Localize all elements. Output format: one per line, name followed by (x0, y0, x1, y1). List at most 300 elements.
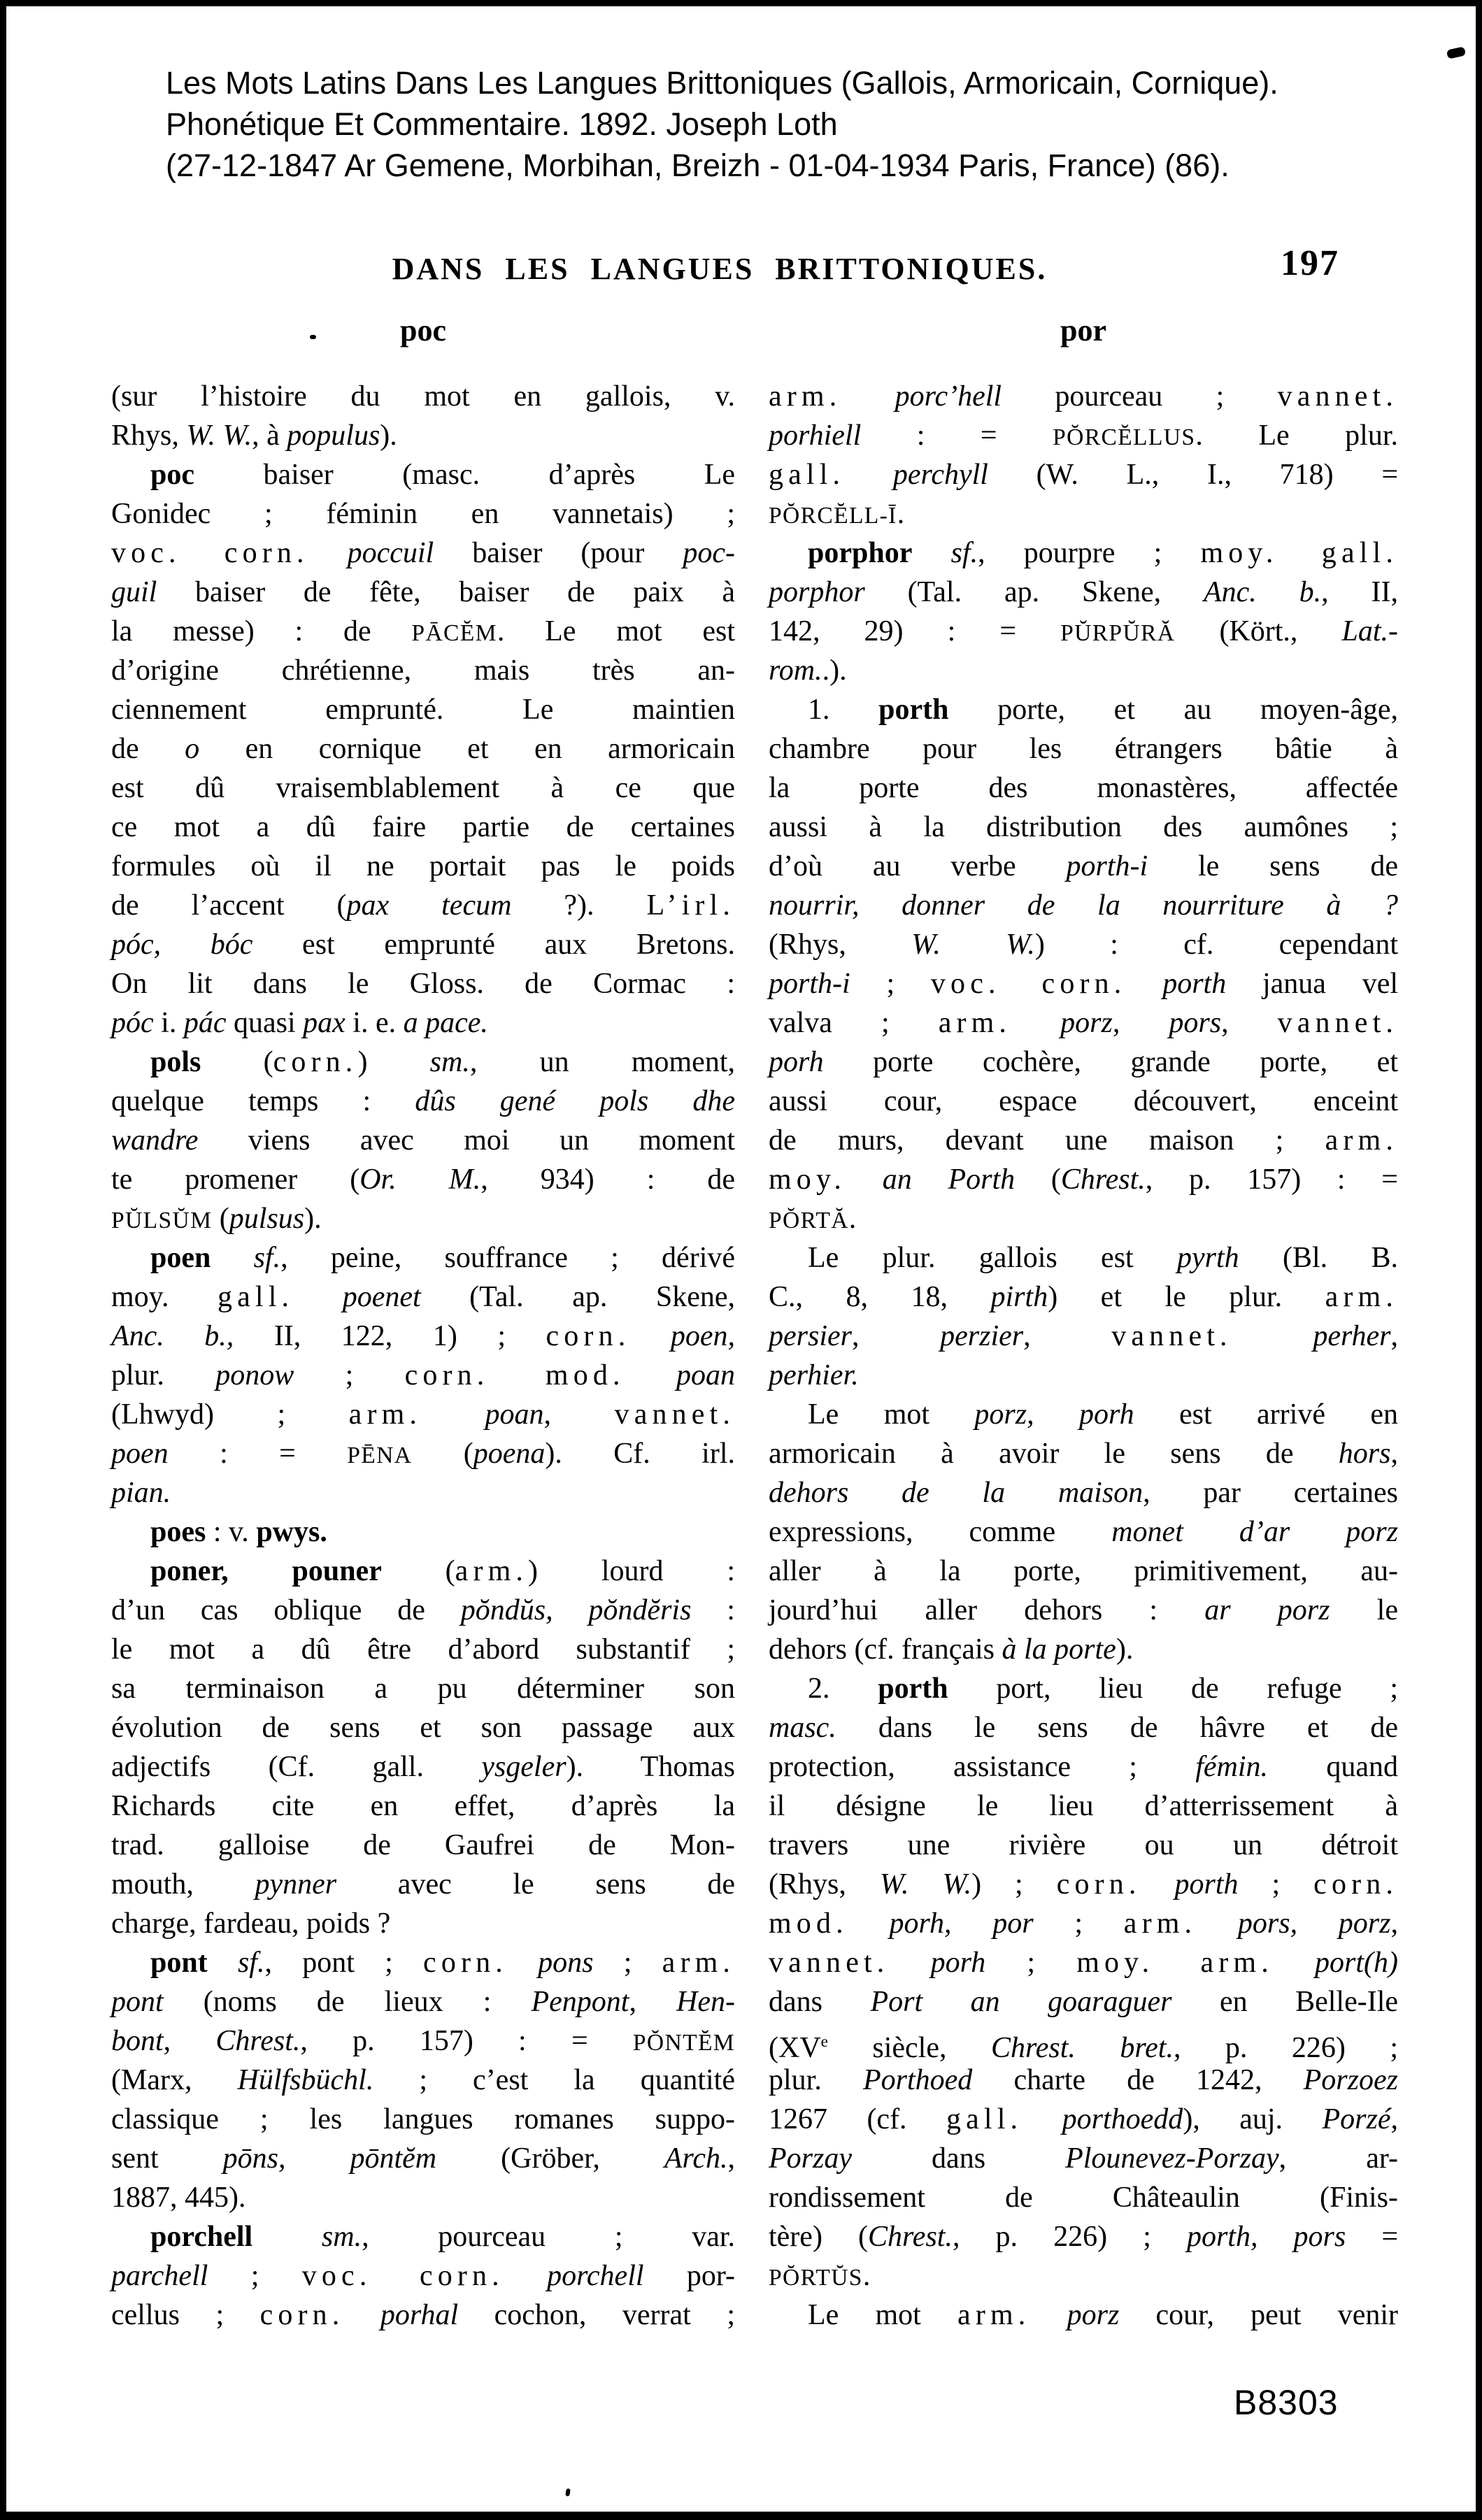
text-segment: , pourceau ; var. (362, 2221, 735, 2253)
text-segment: est emprunté aux Bretons. (252, 929, 735, 961)
text-segment (1274, 1947, 1315, 1979)
text-segment: le mot a dû être d’abord substantif ; (111, 1633, 735, 1666)
text-segment: .). (822, 654, 847, 687)
text-segment: , un moment, (469, 1046, 735, 1078)
text-segment (294, 1281, 343, 1313)
text-line (111, 2296, 735, 2335)
text-segment: sa terminaison a pu déterminer son (111, 1673, 735, 1705)
text-line (769, 690, 1398, 729)
text-segment-sp: vannet. (1277, 380, 1398, 413)
text-segment: ( (212, 1203, 229, 1235)
text-segment-sp: arm. (662, 1947, 736, 1979)
text-segment-sc: PĀCĔM (411, 620, 497, 646)
text-segment-sp: corn. (423, 1947, 508, 1979)
text-line (769, 1708, 1398, 1747)
text-segment: Le mot (808, 2299, 958, 2331)
text-segment-i: porth, pors (1186, 2221, 1346, 2253)
text-segment-sp: arm. (1325, 1124, 1398, 1157)
text-line (111, 1238, 735, 1277)
text-segment-i: Arch. (664, 2142, 728, 2175)
text-segment-i: hors (1338, 1438, 1391, 1470)
text-segment (848, 1907, 890, 1940)
text-segment: jourd’hui aller dehors : (769, 1594, 1205, 1626)
text-line (111, 808, 735, 847)
text-segment: 1267 (cf. (769, 2103, 947, 2135)
text-segment: ( (412, 1438, 473, 1470)
text-line (111, 1434, 735, 1473)
text-segment: protection, assistance ; (769, 1751, 1196, 1783)
text-line (111, 1395, 735, 1434)
text-segment-i: porhal (380, 2299, 459, 2331)
text-line (111, 1865, 735, 1904)
text-segment-sc: PŎRTŬS (769, 2265, 863, 2291)
text-segment: port, lieu de refuge ; (948, 1673, 1399, 1705)
scan-speck-top-right (1446, 46, 1466, 59)
text-segment: ( (381, 1555, 455, 1587)
text-segment: baiser (pour (434, 537, 683, 569)
text-segment: ; c’est la quantité (373, 2064, 735, 2096)
text-segment (889, 1947, 930, 1979)
text-segment: , (1390, 1320, 1399, 1352)
text-segment-sp: arm. (348, 1398, 422, 1431)
text-segment-i: Chrest. (215, 2025, 301, 2057)
text-segment: . (897, 498, 905, 530)
text-line (111, 964, 735, 1003)
text-line (769, 1865, 1398, 1904)
text-segment: C., 8, 18, (769, 1281, 991, 1313)
text-line (111, 612, 735, 651)
text-segment (344, 2299, 380, 2331)
text-segment: ), auj. (1183, 2103, 1323, 2135)
text-line (769, 2139, 1398, 2178)
text-segment: cochon, verrat ; (458, 2299, 735, 2331)
text-line (111, 573, 735, 612)
text-segment-i: Plounevez-Porzay (1065, 2142, 1279, 2175)
text-segment-i: porz, porh (974, 1398, 1134, 1431)
text-segment (211, 1242, 253, 1274)
text-segment: d’un cas oblique de (111, 1594, 461, 1626)
text-segment-i: pax (303, 1007, 345, 1039)
text-segment: le sens de (1148, 850, 1398, 882)
scan-header-line-1: Les Mots Latins Dans Les Langues Brittoniques (Gallois, Armoricain, Cornique). (166, 65, 1278, 101)
text-segment: aller à la porte, primitivement, au- (769, 1555, 1398, 1587)
text-line (111, 1708, 735, 1747)
text-segment-sp: vannet. (1111, 1320, 1232, 1352)
text-segment: (Bl. B. (1239, 1242, 1398, 1274)
text-line (111, 1669, 735, 1708)
text-segment: aussi à la distribution des aumônes ; (769, 811, 1398, 843)
text-segment-i: poan (676, 1359, 736, 1391)
scan-speck-bottom (565, 2489, 571, 2497)
text-segment-b: porth (878, 1673, 948, 1705)
text-line (111, 455, 735, 494)
text-line (769, 2296, 1398, 2335)
text-segment: expressions, comme (769, 1516, 1112, 1548)
text-segment-sp: voc. corn. (111, 537, 309, 569)
text-segment-i: pian. (111, 1477, 171, 1509)
text-segment-sp: arm. (455, 1555, 529, 1587)
text-segment: (noms de lieux : (163, 1986, 532, 2018)
text-line (769, 1277, 1398, 1317)
text-segment-sp: arm. (938, 1007, 1012, 1039)
right-column (769, 377, 1398, 2335)
text-segment: siècle, (827, 2032, 991, 2064)
text-segment (625, 1359, 676, 1391)
text-segment-sp: corn. (546, 1320, 631, 1352)
text-segment-i: sf. (253, 1242, 281, 1274)
text-line (111, 1356, 735, 1395)
text-segment-i: porth (1162, 968, 1227, 1000)
text-segment-i: persier (769, 1320, 852, 1352)
text-segment: ; (208, 2260, 302, 2292)
text-segment-i: dûs gené pols dhe (415, 1085, 735, 1117)
text-line (769, 1747, 1398, 1787)
text-line (769, 2061, 1398, 2100)
text-segment (845, 459, 893, 491)
page-number: 197 (1281, 243, 1339, 283)
text-line (111, 1630, 735, 1669)
text-segment-sp: moy. gall. (1200, 537, 1398, 569)
text-segment-i: pax tecum (346, 889, 512, 922)
text-line (769, 1121, 1398, 1160)
text-segment: . Le mot est (497, 615, 736, 647)
text-segment-sp: gall. (946, 2103, 1023, 2135)
text-segment: dans (769, 1986, 871, 2018)
text-segment-i: à la porte (1002, 1633, 1116, 1666)
text-segment-i: poccuil (347, 537, 434, 569)
text-line (111, 534, 735, 573)
text-segment-sc: PŬLSŬM (111, 1208, 213, 1233)
text-segment-i: rom. (769, 654, 822, 687)
text-line (769, 494, 1398, 534)
text-segment-i: sf. (237, 1947, 265, 1979)
text-line (769, 1043, 1398, 1082)
text-line (111, 2217, 735, 2256)
text-segment-sp: corn. mod. (404, 1359, 625, 1391)
text-segment: aussi cour, espace découvert, enceint (769, 1085, 1398, 1117)
text-segment-i: póc (111, 1007, 154, 1039)
text-segment: , (1390, 1907, 1398, 1940)
text-segment: (Tal. ap. Skene, (420, 1281, 735, 1313)
text-segment (508, 1947, 538, 1979)
text-segment: , p. 226) ; (952, 2221, 1187, 2253)
text-line (111, 925, 735, 964)
text-segment-i: pyrth (1177, 1242, 1239, 1274)
text-segment-i: pynner (255, 1868, 337, 1900)
text-line (769, 1591, 1398, 1630)
text-segment: ; (294, 1359, 405, 1391)
text-segment: ) (357, 1046, 430, 1078)
text-segment-i: nourrir, donner de la nourriture à ? (769, 889, 1398, 922)
text-segment: ; (1033, 1907, 1124, 1940)
text-line (111, 690, 735, 729)
footer-code: B8303 (1234, 2383, 1339, 2422)
text-segment: de (111, 733, 185, 765)
text-segment: ) : cf. cependant (1034, 929, 1398, 961)
text-segment: est dû vraisemblablement à ce que (111, 772, 735, 804)
text-segment-i: Penpont (531, 1986, 629, 2018)
text-segment-i: monet d’ar porz (1111, 1516, 1398, 1548)
text-line (769, 534, 1398, 573)
text-segment: valva ; (769, 1007, 939, 1039)
text-segment: charte de 1242, (972, 2064, 1304, 2096)
text-segment: , II, (1321, 576, 1398, 608)
text-segment: , (629, 1986, 677, 2018)
text-segment: (Marx, (111, 2064, 238, 2096)
text-segment-i: porhiell (769, 420, 862, 452)
text-segment-i: port(h) (1315, 1947, 1399, 1979)
text-line (769, 847, 1398, 886)
text-line (769, 1904, 1398, 1943)
text-segment: en Belle-Ile (1171, 1986, 1399, 2018)
text-segment: ) et le plur. (1048, 1281, 1325, 1313)
text-segment-i: Porzay (769, 2142, 852, 2175)
text-segment: quand (1268, 1751, 1398, 1783)
text-segment: plur. (769, 2064, 863, 2096)
text-segment: (Rhys, (769, 929, 912, 961)
text-line (769, 1434, 1398, 1473)
text-segment: il désigne le lieu d’atterrissement à (769, 1790, 1398, 1822)
text-line (111, 1552, 735, 1591)
text-line (769, 1395, 1398, 1434)
text-segment: , (1390, 2103, 1399, 2135)
text-segment-i: ysgeler (481, 1751, 567, 1783)
text-line (769, 964, 1398, 1003)
text-segment: Richards cite en effet, d’après la (111, 1790, 735, 1822)
text-segment-i: parchell (111, 2260, 208, 2292)
text-line (111, 1826, 735, 1865)
text-segment: , (1221, 1007, 1278, 1039)
text-segment-i: sf. (950, 537, 978, 569)
text-segment-i: guil (111, 576, 157, 608)
text-segment: d’origine chrétienne, mais très an- (111, 654, 735, 687)
text-segment-sp: arm. (1325, 1281, 1398, 1313)
text-segment-sp: L’irl. (646, 889, 735, 922)
text-segment: sent (111, 2142, 223, 2175)
text-segment: de l’accent ( (111, 889, 347, 922)
text-line (111, 494, 735, 534)
text-segment: mouth, (111, 1868, 255, 1900)
text-segment-i: a pace. (403, 1007, 488, 1039)
text-segment-i: pác (183, 1007, 227, 1039)
text-line (111, 1512, 735, 1552)
text-segment-i: W. W. (186, 420, 252, 452)
text-segment: te promener ( (111, 1164, 360, 1196)
text-segment: Le plur. gallois est (808, 1242, 1178, 1274)
text-segment-sc: PŎRCĔLLUS (1053, 424, 1196, 450)
text-segment (1141, 1868, 1175, 1900)
text-line (769, 1082, 1398, 1121)
text-segment-sp: gall. (769, 459, 846, 491)
text-line (111, 651, 735, 690)
text-line (769, 1512, 1398, 1552)
text-segment-i: porh (930, 1947, 986, 1979)
text-segment-i: pors, porz (1237, 1907, 1391, 1940)
text-segment: en cornique et en armoricain (199, 733, 735, 765)
text-line (769, 416, 1398, 455)
text-segment-b: poc (150, 459, 194, 491)
text-line (769, 1826, 1398, 1865)
text-segment-i: pŏndŭs, pŏndĕris (460, 1594, 692, 1626)
text-segment: plur. (111, 1359, 216, 1391)
text-segment-i: porc’hell (895, 380, 1002, 413)
text-line (769, 1003, 1398, 1043)
text-line (111, 1277, 735, 1317)
text-segment (846, 1164, 883, 1196)
text-line (111, 1317, 735, 1356)
text-segment: ). (304, 1203, 322, 1235)
text-line (769, 1982, 1398, 2021)
text-segment: II, 122, 1) ; (234, 1320, 546, 1352)
text-segment-sp: vannet. (1277, 1007, 1399, 1039)
text-segment: , par certaines (1143, 1477, 1398, 1509)
text-segment: porte cochère, grande porte, et (823, 1046, 1398, 1078)
text-segment: avec le sens de (336, 1868, 735, 1900)
text-segment (1030, 2299, 1067, 2331)
text-segment: ce mot a dû faire partie de certaines (111, 811, 735, 843)
text-line (111, 1904, 735, 1943)
text-segment: Gonidec ; féminin en vannetais) ; (111, 498, 735, 530)
text-segment: trad. galloise de Gaufrei de Mon- (111, 1829, 735, 1861)
text-line (111, 1787, 735, 1826)
text-segment: rondissement de Châteaulin (Finis- (769, 2182, 1398, 2214)
text-segment (309, 537, 348, 569)
text-segment-i: pont (111, 1986, 164, 2018)
text-segment-i: sm. (429, 1046, 470, 1078)
text-segment-i: porz (1067, 2299, 1120, 2331)
text-segment-sp: moy. arm. (1076, 1947, 1274, 1979)
text-line (769, 377, 1398, 416)
text-segment: ciennement emprunté. Le maintien (111, 694, 735, 726)
text-segment: ; (985, 1947, 1077, 1979)
text-segment-i: an Porth (882, 1164, 1016, 1196)
text-segment: Rhys, (111, 420, 187, 452)
text-segment-sp: corn. (1313, 1868, 1398, 1900)
text-segment-i: Anc. b. (1203, 576, 1322, 608)
text-line (769, 1552, 1398, 1591)
text-line (769, 808, 1398, 847)
text-segment: Le mot (808, 1398, 975, 1431)
text-segment-i: porthoedd (1062, 2103, 1183, 2135)
text-segment-i: porth-i (1066, 850, 1148, 882)
text-segment: . Le plur. (1195, 420, 1399, 452)
text-segment: i. (153, 1007, 184, 1039)
text-segment (1023, 2103, 1062, 2135)
text-segment (912, 537, 950, 569)
text-segment-b: porchell (150, 2221, 253, 2253)
text-segment: (sur l’histoire du mot en gallois, v. (111, 380, 735, 413)
text-segment (422, 1398, 485, 1431)
text-segment-sc: PĒNA (347, 1442, 413, 1468)
text-segment: ; (1238, 1868, 1314, 1900)
text-segment: ). (1116, 1633, 1134, 1666)
text-segment-i: poc- (683, 537, 736, 569)
text-segment: , ar- (1278, 2142, 1398, 2175)
text-line (111, 1121, 735, 1160)
text-segment: . (862, 2260, 871, 2292)
text-segment-b: pols (150, 1046, 201, 1078)
text-line (769, 1669, 1398, 1708)
text-segment: ; (850, 968, 931, 1000)
text-segment: , p. 226) ; (1173, 2032, 1398, 2064)
text-segment-b: pont (150, 1947, 208, 1979)
text-segment: (Gröber, (436, 2142, 664, 2175)
text-segment: ?). (511, 889, 647, 922)
text-line (769, 1199, 1398, 1238)
text-segment-sp: voc. corn. (930, 968, 1127, 1000)
text-segment: moy. (111, 1281, 218, 1313)
text-segment: 2. (808, 1673, 878, 1705)
text-segment-i: poena (473, 1438, 546, 1470)
text-line (111, 2178, 735, 2217)
text-segment (252, 2221, 322, 2253)
text-line (111, 1199, 735, 1238)
text-segment-i: Anc. b., (111, 1320, 234, 1352)
text-segment-i: Porzoez (1303, 2064, 1398, 2096)
text-segment-i: poenet (342, 1281, 421, 1313)
text-segment (1232, 1320, 1313, 1352)
text-segment-b: porth (878, 694, 949, 726)
text-line (111, 1043, 735, 1082)
text-segment: i. e. (345, 1007, 404, 1039)
text-segment-i: populus (287, 420, 380, 452)
text-segment: classique ; les langues romanes suppo- (111, 2103, 735, 2135)
guide-word-left: poc (400, 313, 446, 348)
text-segment-i: poen, (670, 1320, 735, 1352)
text-segment: charge, fardeau, poids ? (111, 1907, 391, 1940)
text-segment: le (1330, 1594, 1398, 1626)
text-segment-i: pulsus (229, 1203, 305, 1235)
text-segment-i: perzier (940, 1320, 1024, 1352)
text-segment-i: perher (1313, 1320, 1391, 1352)
text-segment: d’où au verbe (769, 850, 1067, 882)
text-segment-sp: corn. (273, 1046, 358, 1078)
text-segment: armoricain à avoir le sens de (769, 1438, 1339, 1470)
text-segment-sp: vannet. (614, 1398, 735, 1431)
text-line (111, 1003, 735, 1043)
text-line (111, 1982, 735, 2021)
text-segment: (XV (769, 2032, 821, 2064)
text-segment: , p. 157) : = (1145, 1164, 1398, 1196)
text-segment: , (727, 2142, 735, 2175)
text-segment-b: poes (150, 1516, 206, 1548)
text-segment: , peine, souffrance ; dérivé (280, 1242, 735, 1274)
text-segment: = (1346, 2221, 1399, 2253)
text-segment: ). (380, 420, 397, 452)
text-line (111, 1473, 735, 1512)
text-segment-i: ar porz (1204, 1594, 1330, 1626)
text-segment: adjectifs (Cf. gall. (111, 1751, 482, 1783)
text-segment-i: W. W. (879, 1868, 972, 1900)
text-segment: , (1112, 1007, 1169, 1039)
left-column (111, 377, 735, 2335)
text-segment: , (1390, 1438, 1398, 1470)
text-line (769, 612, 1398, 651)
text-segment: viens avec moi un moment (198, 1124, 735, 1157)
text-segment-i: porth (1174, 1868, 1239, 1900)
text-line (769, 1787, 1398, 1826)
text-segment-i: porchell (547, 2260, 644, 2292)
scan-header-line-3: (27-12-1847 Ar Gemene, Morbihan, Breizh - 01-04-1934 Paris, France) (86). (166, 148, 1230, 183)
text-segment-i: pons (538, 1947, 594, 1979)
text-line (111, 729, 735, 768)
text-segment: , à (252, 420, 287, 452)
text-segment-sc: PŬRPŬRĂ (1060, 620, 1176, 646)
text-segment-sup: e (820, 2032, 828, 2050)
text-line (769, 573, 1398, 612)
text-segment-i: pōns, pōntĕm (222, 2142, 437, 2175)
text-segment: pourceau ; (1002, 380, 1278, 413)
